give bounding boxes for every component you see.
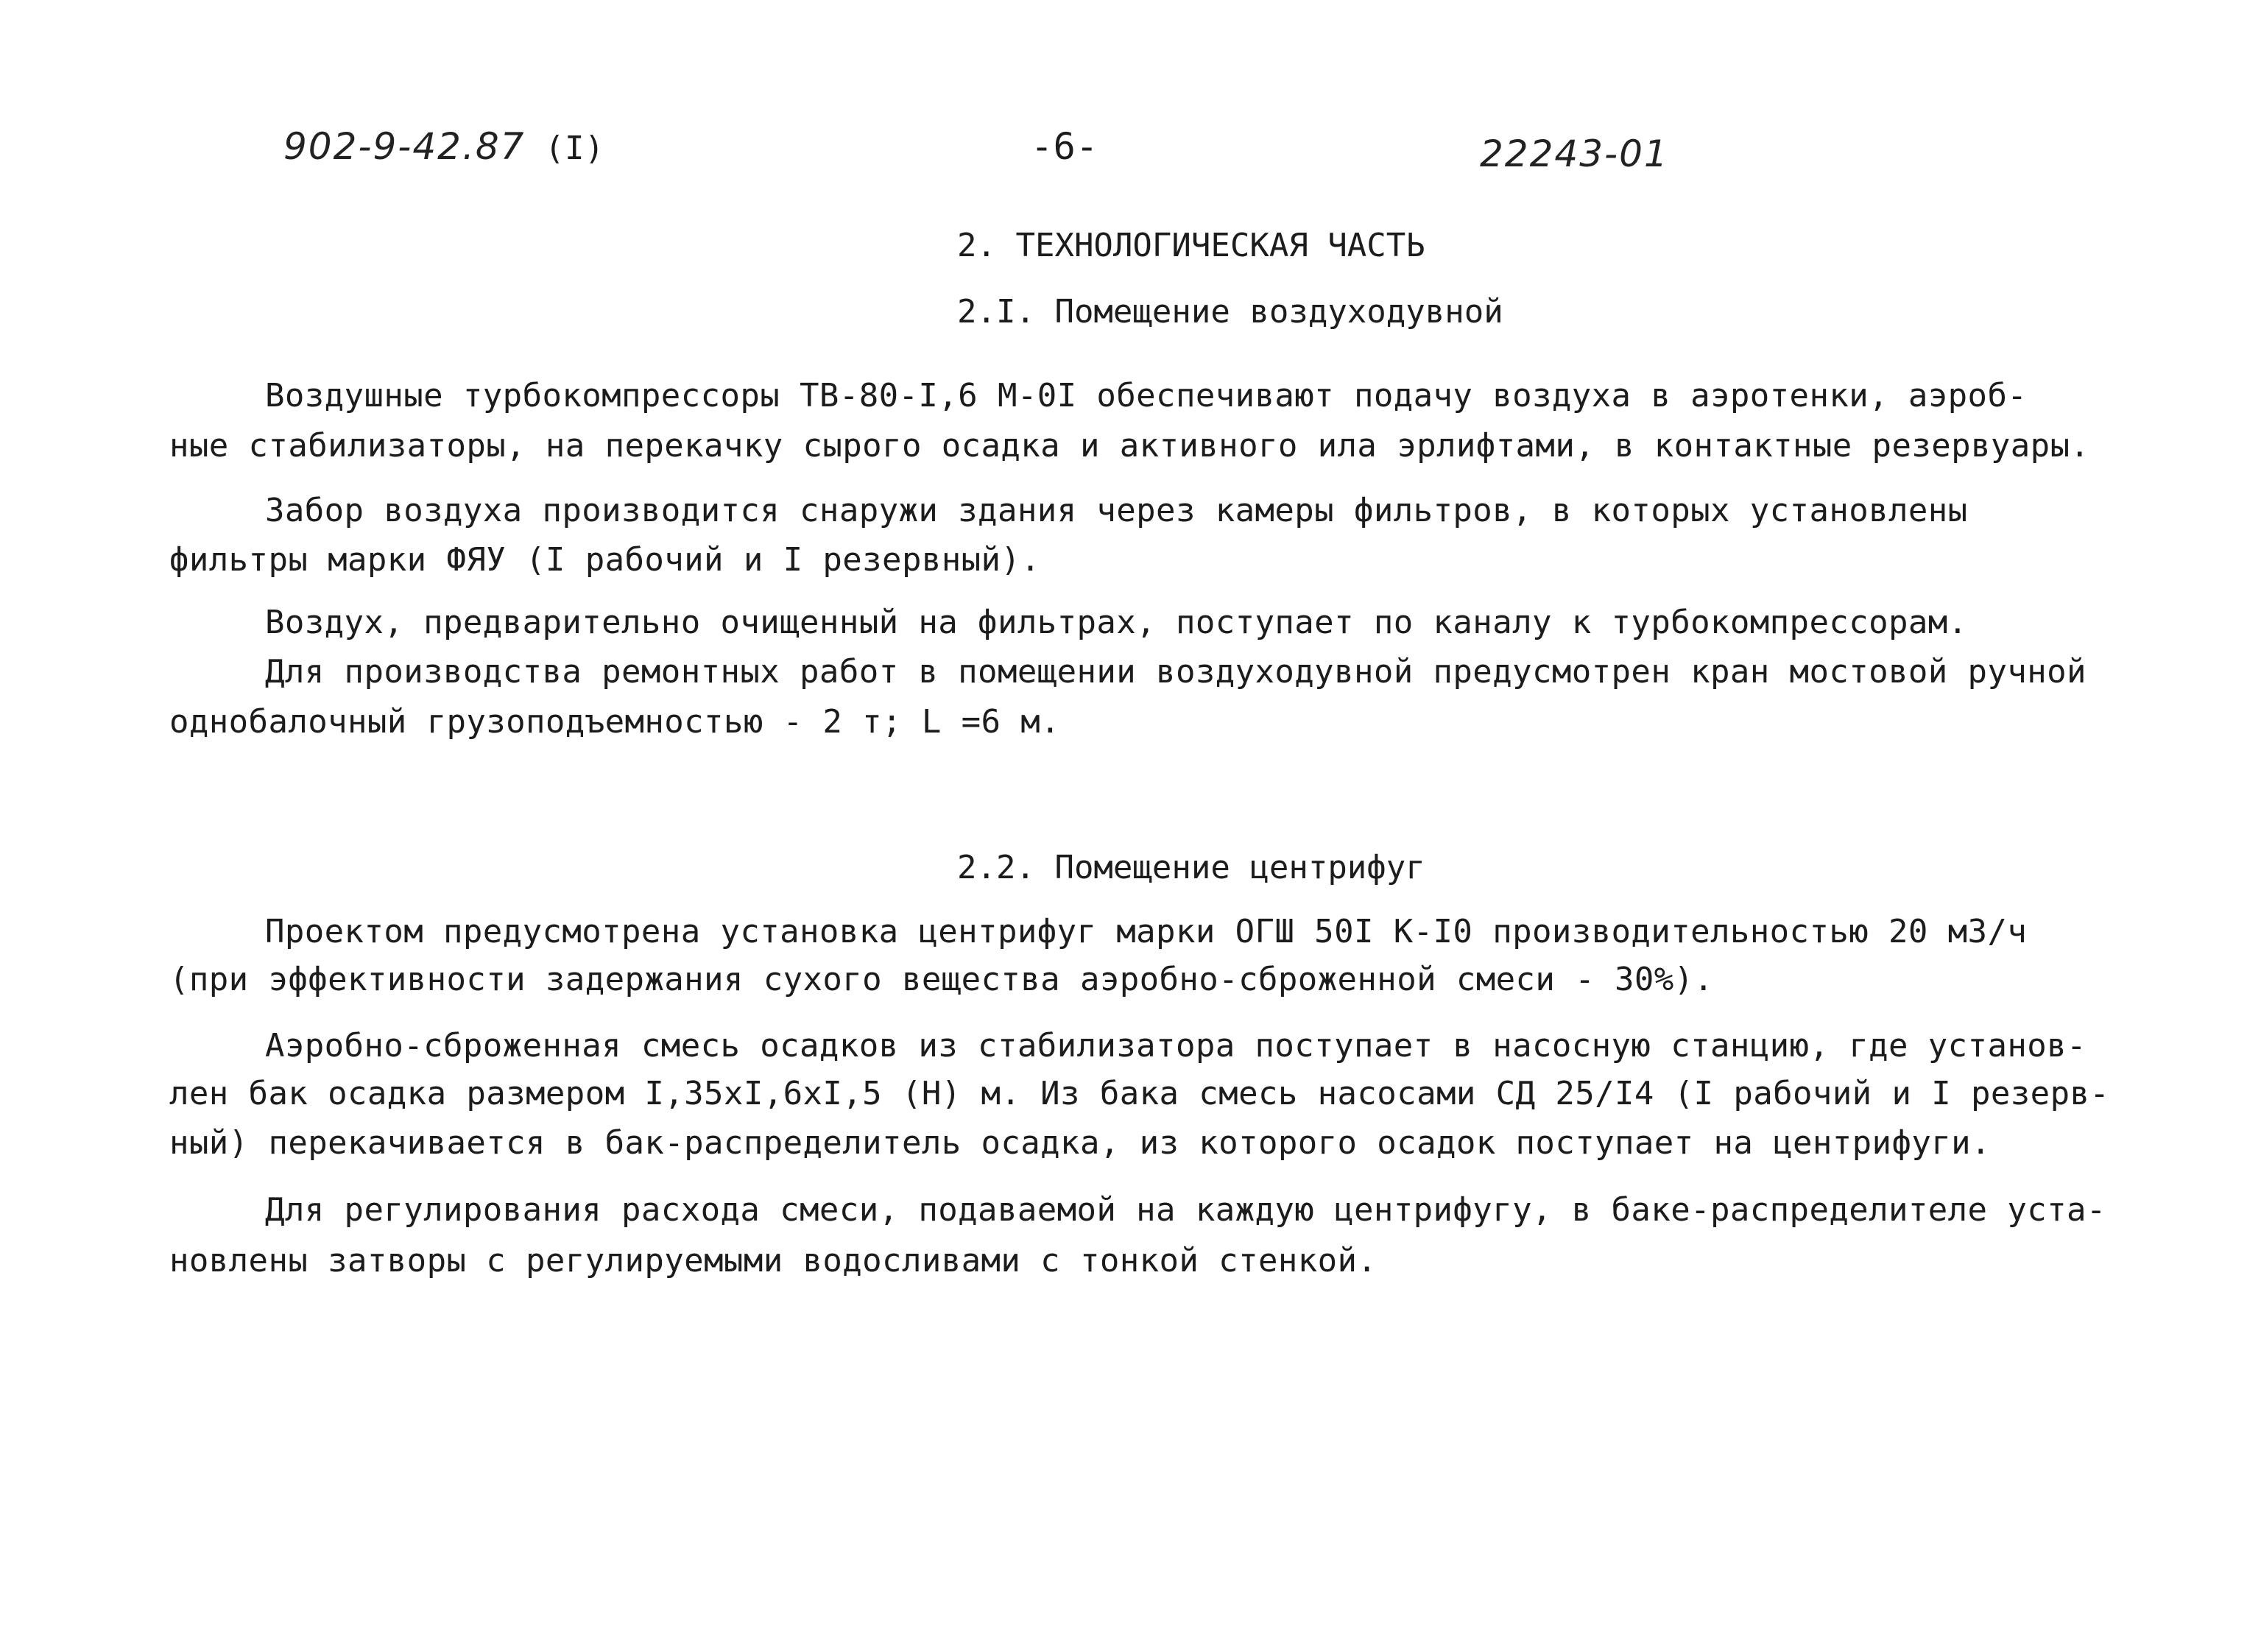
s1-p3-line-1: Воздух, предварительно очищенный на фильтрах, поступает по каналу к турбокомпрессорам.	[265, 604, 1968, 641]
s2-p2-line-1: Аэробно-сброженная смесь осадков из стабилизатора поступает в насосную станцию, где установ-	[265, 1027, 2087, 1065]
section-title: 2. ТЕХНОЛОГИЧЕСКАЯ ЧАСТЬ	[957, 227, 1425, 264]
s2-p1-line-2: (при эффективности задержания сухого вещества аэробно-сброженной смеси - 30%).	[169, 961, 1714, 998]
s1-p4-line-2: однобалочный грузоподъемностью - 2 т; L =6 м.	[169, 703, 1061, 741]
s1-p1-line-1: Воздушные турбокомпрессоры ТВ-80-I,6 М-0I обеспечивают подачу воздуха в аэротенки, аэроб-	[265, 377, 2028, 414]
designation-number: 902-9-42.87	[283, 125, 526, 168]
part-number: (I)	[545, 130, 604, 167]
document-code: 22243-01	[1480, 133, 1669, 175]
s1-p4-line-1: Для производства ремонтных работ в помещении воздуходувной предусмотрен кран мостовой ручной	[265, 653, 2087, 691]
page-number: -6-	[1031, 125, 1098, 168]
s2-p1-line-1: Проектом предусмотрена установка центрифуг марки ОГШ 50I К-I0 производительностью 20 м3/ч	[265, 913, 2028, 950]
s1-p2-line-2: фильтры марки ФЯУ (I рабочий и I резервный).	[169, 541, 1041, 579]
s2-p3-line-2: новлены затворы с регулируемыми водосливами с тонкой стенкой.	[169, 1242, 1378, 1279]
subsection-1-title: 2.I. Помещение воздуходувной	[957, 293, 1503, 331]
s2-p2-line-3: ный) перекачивается в бак-распределитель осадка, из которого осадок поступает на центрифуги.	[169, 1124, 1991, 1162]
s1-p1-line-2: ные стабилизаторы, на перекачку сырого осадка и активного ила эрлифтами, в контактные резервуары.	[169, 427, 2090, 465]
s2-p3-line-1: Для регулирования расхода смеси, подаваемой на каждую центрифугу, в баке-распределителе уста-	[265, 1191, 2106, 1229]
s2-p2-line-2: лен бак осадка размером I,35xI,6xI,5 (Н) м. Из бака смесь насосами СД 25/I4 (I рабочий и I резерв-	[169, 1075, 2110, 1112]
subsection-2-title: 2.2. Помещение центрифуг	[957, 849, 1425, 886]
s1-p2-line-1: Забор воздуха производится снаружи здания через камеры фильтров, в которых установлены	[265, 492, 1968, 529]
